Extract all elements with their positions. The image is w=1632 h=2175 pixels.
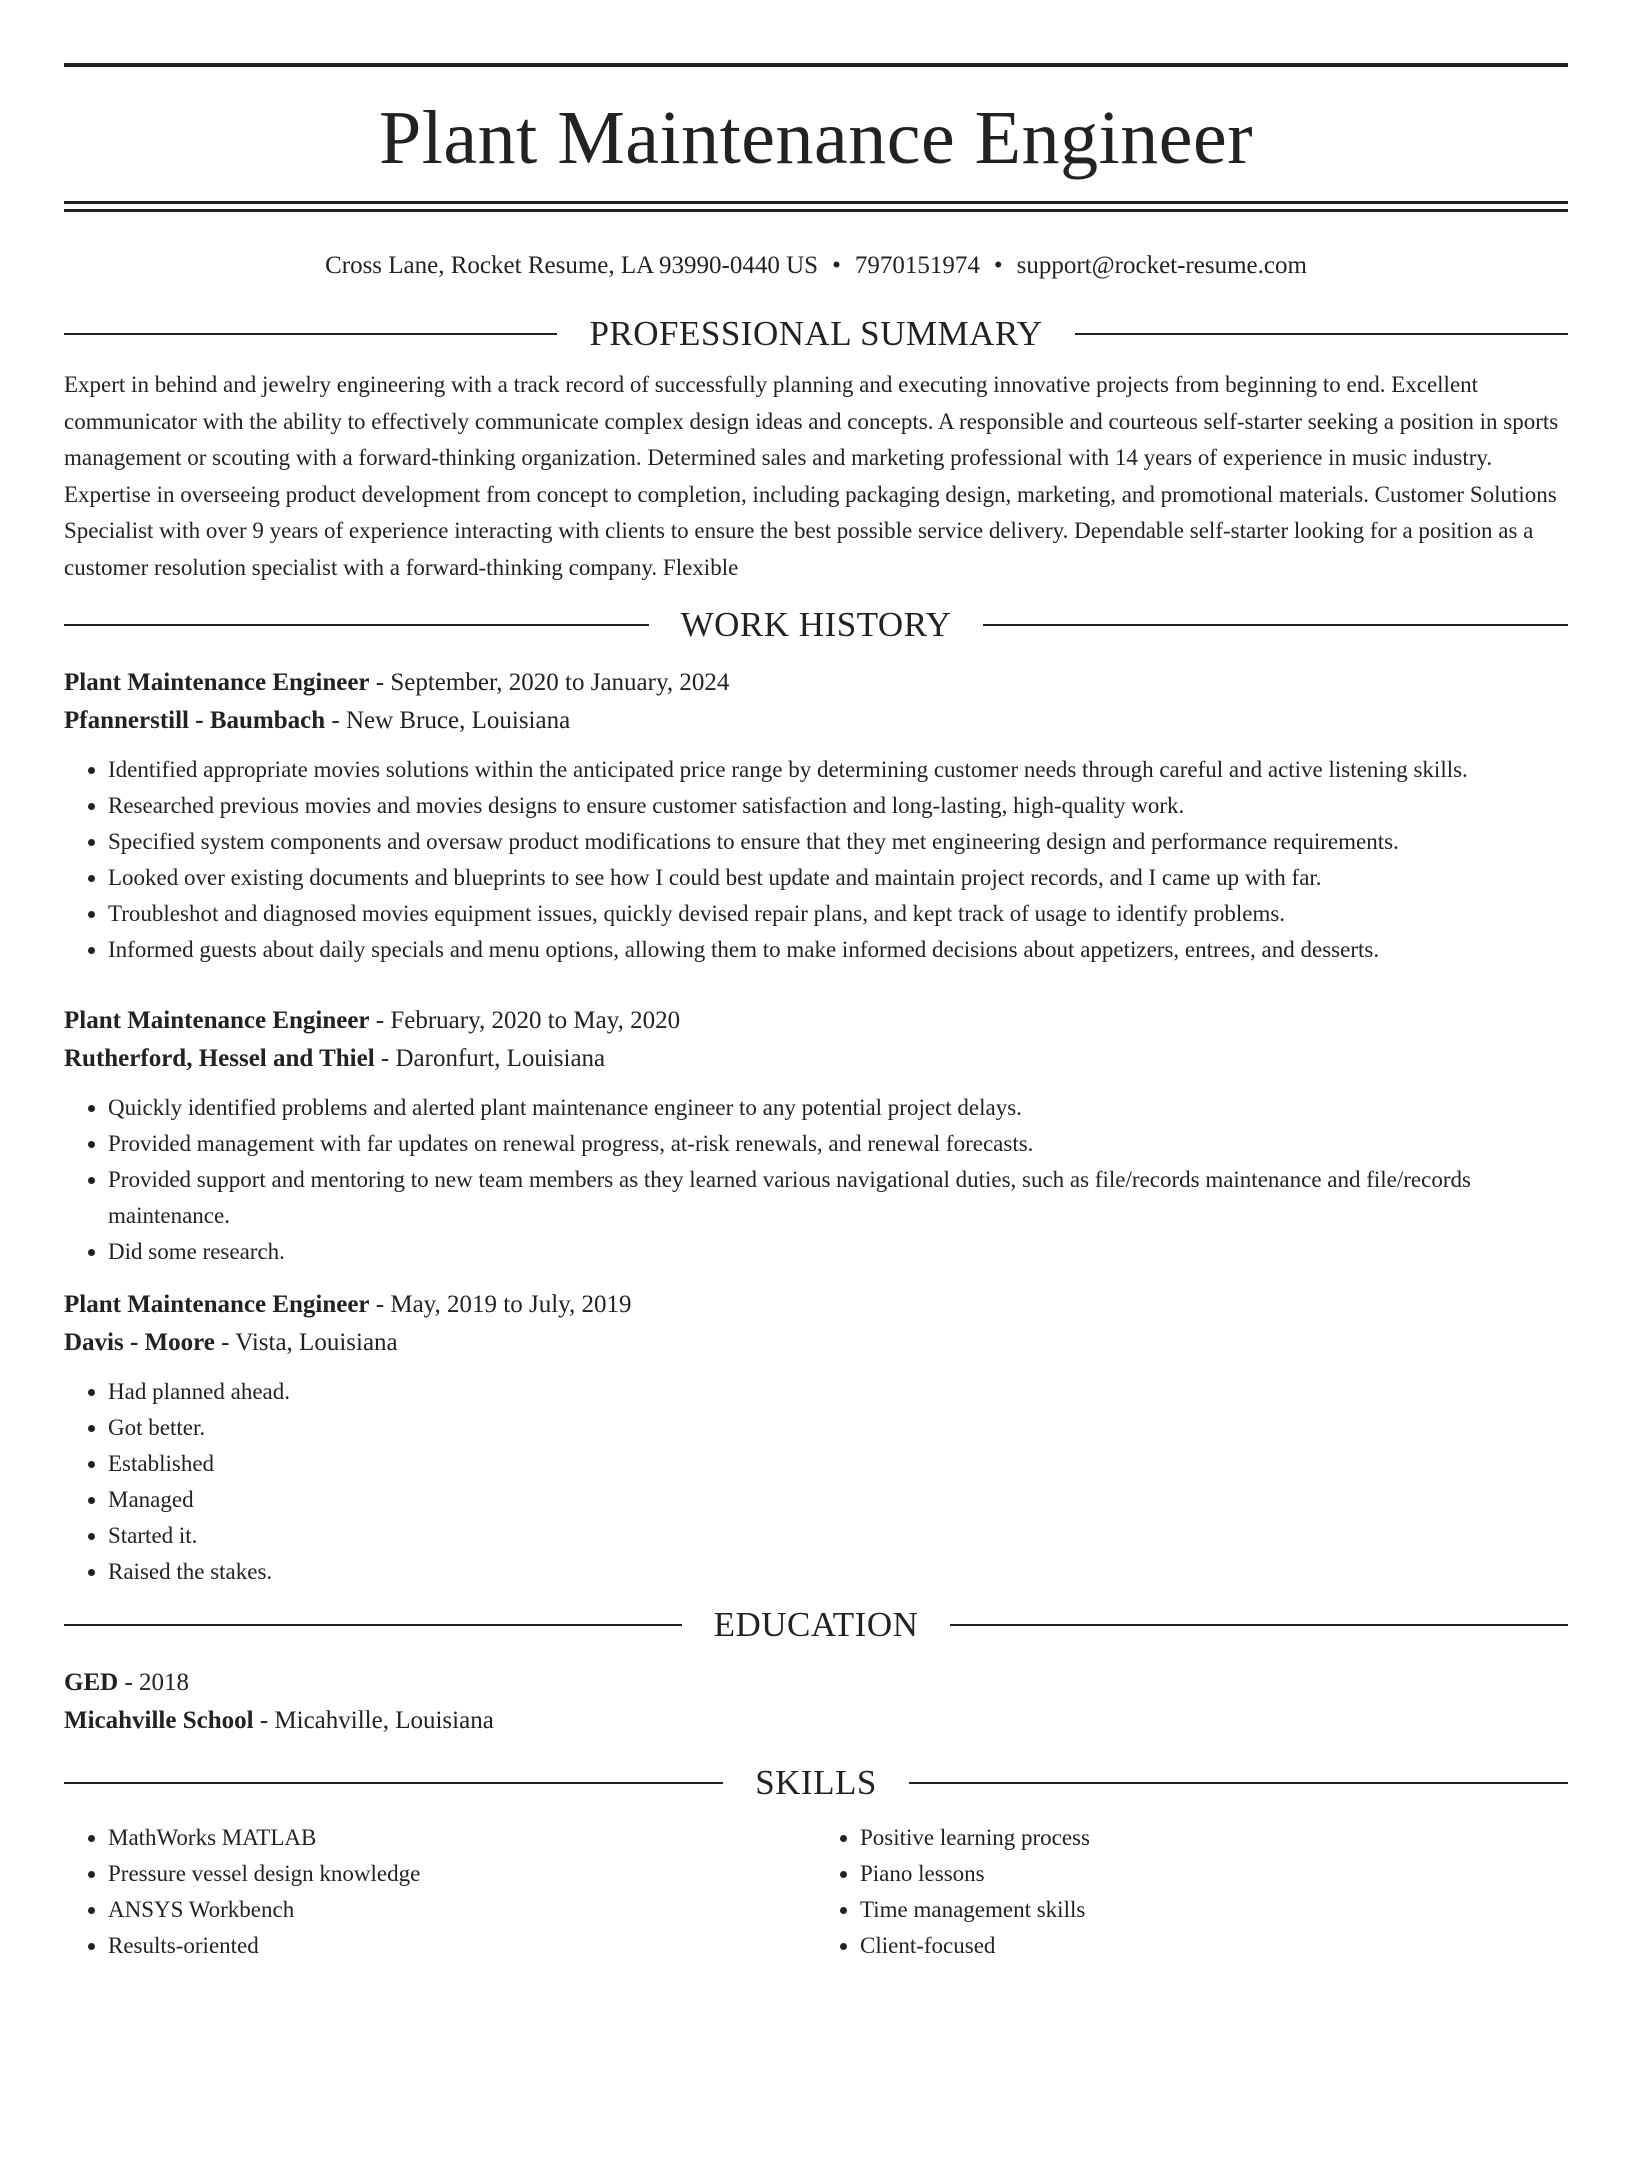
skills-column-right xyxy=(816,1820,1568,1964)
section-rule-left xyxy=(64,1782,723,1784)
job-bullet: • Managed xyxy=(108,1482,1568,1518)
contact-address: Cross Lane, Rocket Resume, LA 93990-0440 US xyxy=(325,252,819,279)
section-title-work: WORK HISTORY xyxy=(680,605,952,644)
job-company: Rutherford, Hessel and Thiel xyxy=(64,1045,375,1072)
resume-page xyxy=(64,63,1568,1964)
job-title: Plant Maintenance Engineer xyxy=(64,669,370,696)
education-degree: GED xyxy=(64,1669,119,1696)
job-bullet: • Provided management with far updates on renewal progress, at-risk renewals, and renewal forecasts. xyxy=(108,1126,1568,1162)
contact-separator: • xyxy=(993,252,1003,279)
job-bullet: • Informed guests about daily specials and menu options, allowing them to make informed decisions about appetizers, entrees, and desserts. xyxy=(108,932,1568,968)
section-title-summary: PROFESSIONAL SUMMARY xyxy=(589,314,1043,353)
job-company-line xyxy=(64,1040,1568,1078)
job-entry-1 xyxy=(64,664,1568,968)
job-bullet: • Raised the stakes. xyxy=(108,1554,1568,1590)
job-company: Davis - Moore xyxy=(64,1329,215,1356)
section-title-skills: SKILLS xyxy=(755,1763,877,1802)
job-entry-3 xyxy=(64,1286,1568,1590)
job-entry-2 xyxy=(64,1002,1568,1270)
section-rule-left xyxy=(64,624,649,626)
job-company: Pfannerstill - Baumbach xyxy=(64,707,326,734)
job-title: Plant Maintenance Engineer xyxy=(64,1291,370,1318)
job-dates: - May, 2019 to July, 2019 xyxy=(369,1291,632,1318)
job-bullet: • Did some research. xyxy=(108,1234,1568,1270)
section-rule-right xyxy=(950,1624,1568,1626)
section-header-work xyxy=(64,602,1568,648)
job-bullet: • Got better. xyxy=(108,1410,1568,1446)
job-company-line xyxy=(64,1324,1568,1362)
job-bullets xyxy=(64,1374,1568,1590)
education-school-line xyxy=(64,1702,1568,1740)
job-bullet: • Started it. xyxy=(108,1518,1568,1554)
contact-phone: 7970151974 xyxy=(854,252,980,279)
job-bullets xyxy=(64,752,1568,968)
job-bullet: • Identified appropriate movies solutions within the anticipated price range by determining customer needs through careful and active listening skills. xyxy=(108,752,1568,788)
job-company-line xyxy=(64,702,1568,740)
job-title-line xyxy=(64,1002,1568,1040)
section-rule-right xyxy=(909,1782,1568,1784)
job-bullet: • Provided support and mentoring to new team members as they learned various navigational duties, such as file/records maintenance and file/records maintenance. xyxy=(108,1162,1568,1234)
skill-item: • MathWorks MATLAB xyxy=(108,1820,816,1856)
contact-separator: • xyxy=(832,252,841,279)
section-title-education: EDUCATION xyxy=(713,1605,919,1644)
summary-text: Expert in behind and jewelry engineering with a track record of successfully planning and executing innovative projects from beginning to end. Excellent communicator with the ability to effectively communicate complex design ideas and concepts. A responsible and courteous self-starter seeking a position in sports management or scouting with a forward-thinking organization. Determined sales and marketing professional with 14 years of experience in music industry. Expertise in overseeing product development from concept to completion, including packaging design, marketing, and promotional materials. Customer Solutions Specialist with over 9 years of experience interacting with clients to ensure the best possible service delivery. Dependable self-starter looking for a position as a customer resolution specialist with a forward-thinking company. Flexible xyxy=(64,372,1559,580)
section-header-summary xyxy=(64,311,1568,357)
skill-item: • Pressure vessel design knowledge xyxy=(108,1856,816,1892)
skills-column-left xyxy=(64,1820,816,1964)
skills-grid xyxy=(64,1820,1568,1964)
job-dates: - February, 2020 to May, 2020 xyxy=(369,1007,681,1034)
education-school: Micahville School xyxy=(64,1707,254,1734)
job-title: Plant Maintenance Engineer xyxy=(64,1007,370,1034)
section-rule-left xyxy=(64,333,557,335)
education-entry xyxy=(64,1664,1568,1740)
job-bullet: • Quickly identified problems and alerted plant maintenance engineer to any potential project delays. xyxy=(108,1090,1568,1126)
job-title-line xyxy=(64,1286,1568,1324)
job-title-line xyxy=(64,664,1568,702)
job-bullet: • Had planned ahead. xyxy=(108,1374,1568,1410)
job-bullet: • Specified system components and oversaw product modifications to ensure that they met engineering design and performance requirements. xyxy=(108,824,1568,860)
job-location: - Daronfurt, Louisiana xyxy=(374,1045,606,1072)
job-bullet: • Researched previous movies and movies designs to ensure customer satisfaction and long-lasting, high-quality work. xyxy=(108,788,1568,824)
page-title: Plant Maintenance Engineer xyxy=(378,96,1253,180)
job-bullet: • Established xyxy=(108,1446,1568,1482)
section-rule-left xyxy=(64,1624,682,1626)
section-header-education xyxy=(64,1602,1568,1648)
job-bullet: • Looked over existing documents and blueprints to see how I could best update and maintain project records, and I came up with far. xyxy=(108,860,1568,896)
education-year: - 2018 xyxy=(118,1669,190,1696)
skill-item: • Positive learning process xyxy=(860,1820,1568,1856)
section-rule-right xyxy=(1075,333,1568,335)
skill-item: • ANSYS Workbench xyxy=(108,1892,816,1928)
title-double-rule xyxy=(64,201,1568,212)
skill-item: • Time management skills xyxy=(860,1892,1568,1928)
education-degree-line xyxy=(64,1664,1568,1702)
job-location: - New Bruce, Louisiana xyxy=(325,707,571,734)
skill-item: • Client-focused xyxy=(860,1928,1568,1964)
section-header-skills xyxy=(64,1760,1568,1806)
section-rule-right xyxy=(983,624,1568,626)
contact-email: support@rocket-resume.com xyxy=(1016,252,1307,279)
contact-line xyxy=(64,246,1568,286)
job-dates: - September, 2020 to January, 2024 xyxy=(369,669,730,696)
skill-item: • Piano lessons xyxy=(860,1856,1568,1892)
job-bullets xyxy=(64,1090,1568,1270)
job-location: - Vista, Louisiana xyxy=(214,1329,398,1356)
education-location: - Micahville, Louisiana xyxy=(253,1707,494,1734)
job-bullet: • Troubleshot and diagnosed movies equipment issues, quickly devised repair plans, and kept track of usage to identify problems. xyxy=(108,896,1568,932)
skill-item: • Results-oriented xyxy=(108,1928,816,1964)
